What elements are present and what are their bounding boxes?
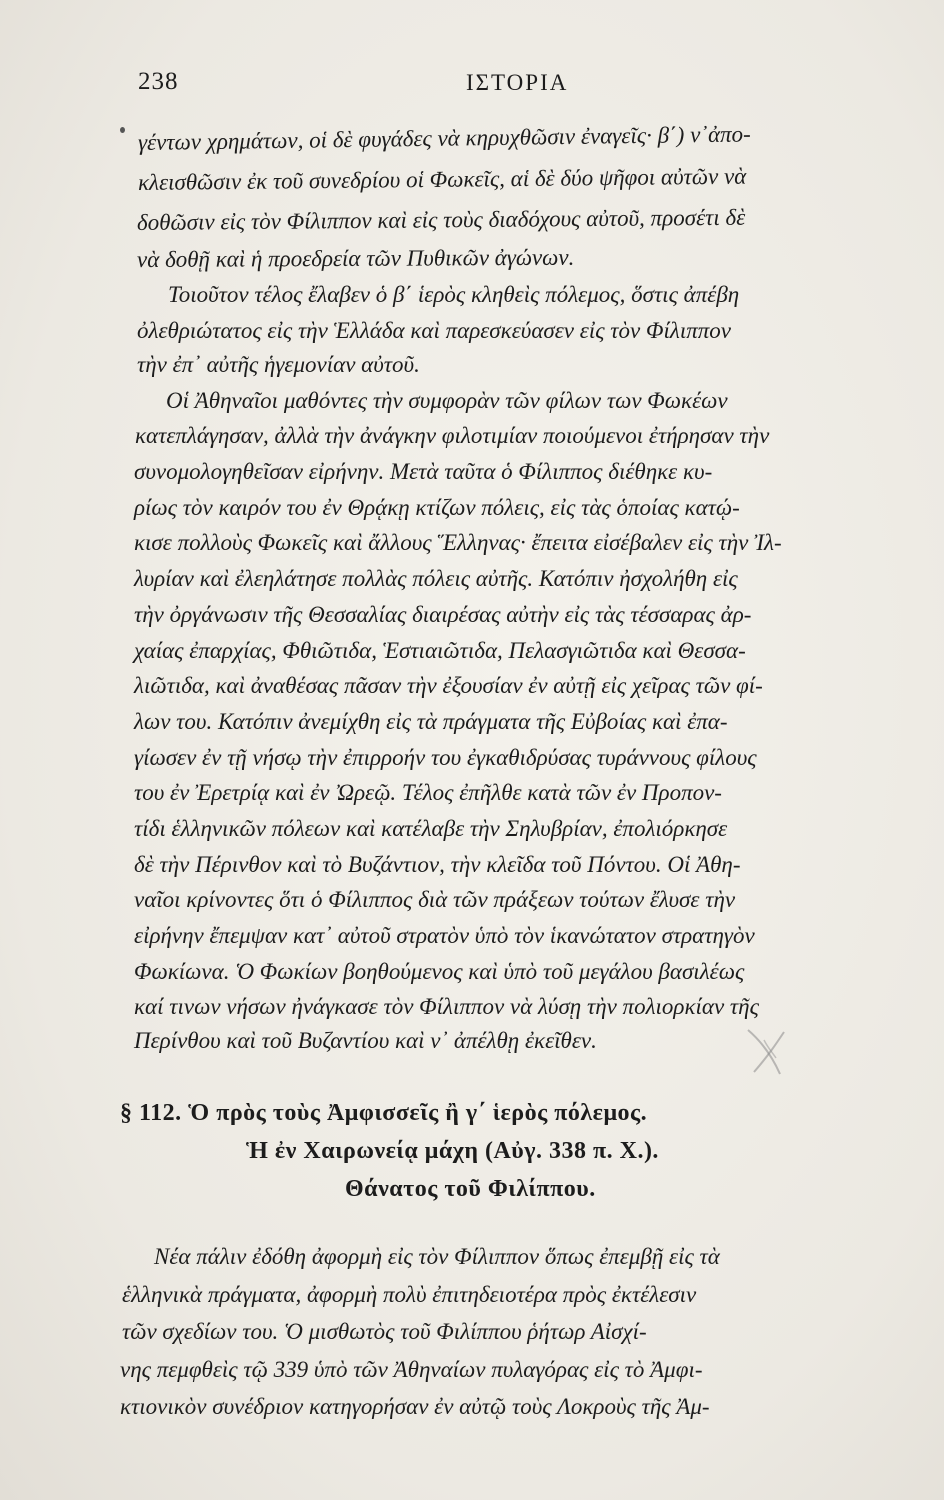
text-line: κισε πολλοὺς Φωκεῖς καὶ ἄλλους Ἕλληνας· ἔπειτα εἰσέβαλεν εἰς τὴν Ἰλ- — [134, 530, 782, 555]
text-line: χαίας ἐπαρχίας, Φθιῶτιδα, Ἑστιαιῶτιδα, Πελασγιῶτιδα καὶ Θεσσα- — [134, 638, 746, 663]
text-line: Φωκίωνα. Ὁ Φωκίων βοηθούμενος καὶ ὑπὸ τοῦ μεγάλου βασιλέως — [134, 959, 745, 984]
ink-dot — [120, 127, 125, 133]
text-line: τὴν ἐπ᾿ αὐτῆς ἡγεμονίαν αὐτοῦ. — [137, 352, 420, 377]
text-line: δὲ τὴν Πέρινθον καὶ τὸ Βυζάντιον, τὴν κλεῖδα τοῦ Πόντου. Οἱ Ἀθη- — [134, 852, 741, 877]
section-heading-line-1: § 112. Ὁ πρὸς τοὺς Ἀμφισσεῖς ἢ γ΄ ἱερὸς πόλεμος. — [120, 1100, 648, 1126]
text-line: τὴν ὀργάνωσιν τῆς Θεσσαλίας διαιρέσας αὐτὴν εἰς τὰς τέσσαρας ἀρ- — [134, 602, 752, 627]
text-line: του ἐν Ἐρετρίᾳ καὶ ἐν Ὠρεῷ. Τέλος ἐπῆλθε κατὰ τῶν ἐν Προπον- — [134, 780, 722, 805]
section-heading-line-2: Ἡ ἐν Χαιρωνείᾳ μάχη (Αὐγ. 338 π. Χ.). — [246, 1138, 659, 1164]
text-line: Νέα πάλιν ἐδόθη ἀφορμὴ εἰς τὸν Φίλιππον ὅπως ἐπεμβῇ εἰς τὰ — [154, 1244, 720, 1269]
text-line: Τοιοῦτον τέλος ἔλαβεν ὁ β΄ ἱερὸς κληθεὶς πόλεμος, ὅστις ἀπέβη — [168, 282, 740, 307]
text-line: λων του. Κατόπιν ἀνεμίχθη εἰς τὰ πράγματα τῆς Εὐβοίας καὶ ἐπα- — [134, 709, 728, 734]
text-line: δοθῶσιν εἰς τὸν Φίλιππον καὶ εἰς τοὺς διαδόχους αὐτοῦ, προσέτι δὲ — [136, 204, 746, 235]
text-line: εἰρήνην ἔπεμψαν κατ᾿ αὐτοῦ στρατὸν ὑπὸ τὸν ἱκανώτατον στρατηγὸν — [134, 923, 755, 948]
section-heading-line-3: Θάνατος τοῦ Φιλίππου. — [345, 1176, 596, 1202]
page-header — [136, 68, 896, 104]
text-line: ὀλεθριώτατος εἰς τὴν Ἑλλάδα καὶ παρεσκεύασεν εἰς τὸν Φίλιππον — [137, 318, 731, 343]
running-title: ΙΣΤΟΡΙΑ — [466, 70, 569, 95]
text-line: συνομολογηθεῖσαν εἰρήνην. Μετὰ ταῦτα ὁ Φίλιππος διέθηκε κυ- — [134, 459, 713, 484]
text-line: κλεισθῶσιν ἐκ τοῦ συνεδρίου οἱ Φωκεῖς, αἱ δὲ δύο ψῆφοι αὐτῶν νὰ — [137, 163, 747, 195]
text-line: καί τινων νήσων ἠνάγκασε τὸν Φίλιππον νὰ λύσῃ τὴν πολιορκίαν τῆς — [134, 994, 759, 1019]
text-line: λυρίαν καὶ ἐλεηλάτησε πολλὰς πόλεις αὐτῆς. Κατόπιν ἠσχολήθη εἰς — [134, 566, 738, 591]
text-line: ναῖοι κρίνοντες ὅτι ὁ Φίλιππος διὰ τῶν πράξεων τούτων ἔλυσε τὴν — [134, 887, 736, 912]
text-line: νὰ δοθῇ καὶ ἡ προεδρεία τῶν Πυθικῶν ἀγώνων. — [136, 244, 575, 272]
text-line: τίδι ἑλληνικῶν πόλεων καὶ κατέλαβε τὴν Σηλυβρίαν, ἐπολιόρκησε — [134, 816, 728, 841]
text-line: ἑλληνικὰ πράγματα, ἀφορμὴ πολὺ ἐπιτηδειοτέρα πρὸς ἐκτέλεσιν — [122, 1282, 697, 1307]
text-line: λιῶτιδα, καὶ ἀναθέσας πᾶσαν τὴν ἐξουσίαν ἐν αὐτῇ εἰς χεῖρας τῶν φί- — [134, 673, 763, 698]
text-line: ρίως τὸν καιρόν του ἐν Θρᾴκῃ κτίζων πόλεις, εἰς τὰς ὁποίας κατῴ- — [134, 495, 740, 520]
page-number: 238 — [138, 68, 179, 95]
pencil-mark-icon — [738, 1022, 798, 1082]
text-line: κτιονικὸν συνέδριον κατηγορήσαν ἐν αὐτῷ τοὺς Λοκροὺς τῆς Ἀμ- — [120, 1394, 710, 1419]
text-line: τῶν σχεδίων του. Ὁ μισθωτὸς τοῦ Φιλίππου ῥήτωρ Αἰσχί- — [122, 1319, 647, 1344]
text-line: κατεπλάγησαν, ἀλλὰ τὴν ἀνάγκην φιλοτιμίαν ποιούμενοι ἐτήρησαν τὴν — [135, 423, 770, 448]
text-line: γίωσεν ἐν τῇ νήσῳ τὴν ἐπιρροήν του ἐγκαθιδρύσας τυράννους φίλους — [134, 745, 757, 770]
text-line: νης πεμφθεὶς τῷ 339 ὑπὸ τῶν Ἀθηναίων πυλαγόρας εἰς τὸ Ἀμφι- — [120, 1357, 703, 1382]
text-line: γέντων χρημάτων, οἱ δὲ φυγάδες νὰ κηρυχθῶσιν ἐναγεῖς· β΄) ν᾿ἀπο- — [137, 121, 751, 155]
text-line: Οἱ Ἀθηναῖοι μαθόντες τὴν συμφορὰν τῶν φίλων των Φωκέων — [166, 388, 728, 413]
text-line: Περίνθου καὶ τοῦ Βυζαντίου καὶ ν᾿ ἀπέλθῃ ἐκεῖθεν. — [134, 1028, 597, 1053]
